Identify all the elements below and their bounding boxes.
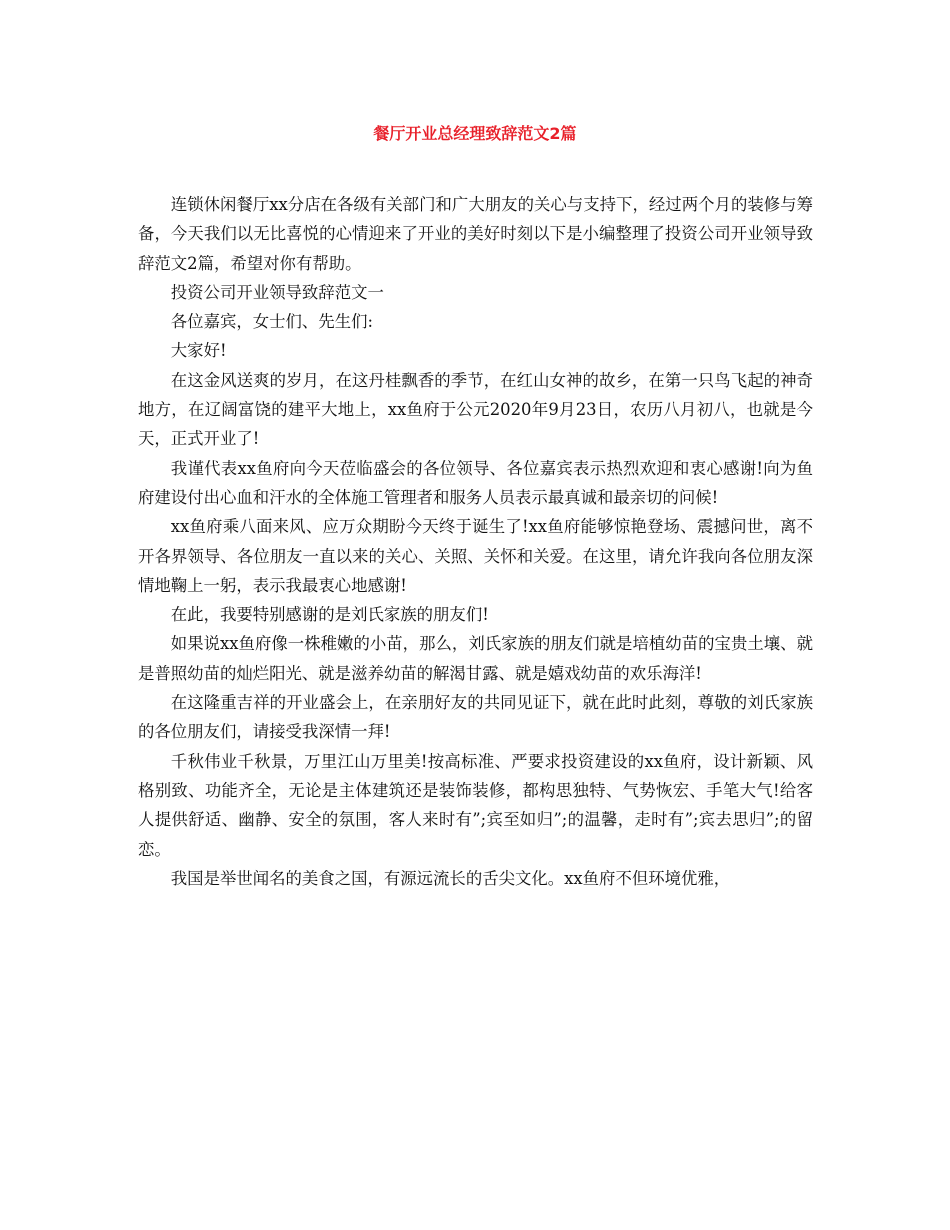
body-paragraph: 在这隆重吉祥的开业盛会上，在亲朋好友的共同见证下，就在此时此刻，尊敬的刘氏家族的各位朋友们，请接受我深情一拜! bbox=[138, 693, 813, 742]
body-paragraph: 我国是举世闻名的美食之国，有源远流长的舌尖文化。xx鱼府不但环境优雅， bbox=[170, 868, 731, 888]
intro-paragraph: 连锁休闲餐厅xx分店在各级有关部门和广大朋友的关心与支持下，经过两个月的装修与筹备，今天我们以无比喜悦的心情迎来了开业的美好时刻以下是小编整理了投资公司开业领导致辞范文2篇，希望对你有帮助。 bbox=[138, 195, 813, 273]
salutation: 各位嘉宾，女士们、先生们: bbox=[170, 312, 374, 332]
document-title: 餐厅开业总经理致辞范文2篇 bbox=[373, 124, 577, 143]
body-paragraph: 千秋伟业千秋景，万里江山万里美!按高标准、严要求投资建设的xx鱼府，设计新颖、风格别致、功能齐全，无论是主体建筑还是装饰装修，都构思独特、气势恢宏、手笔大气!给客人提供舒适、幽静、安全的氛围，客人来时有”;宾至如归”;的温馨，走时有”;宾去思归”;的留恋。 bbox=[138, 751, 813, 859]
section-heading: 投资公司开业领导致辞范文一 bbox=[170, 282, 384, 302]
greeting: 大家好! bbox=[170, 341, 227, 361]
document-body bbox=[138, 190, 813, 893]
body-paragraph: 我谨代表xx鱼府向今天莅临盛会的各位领导、各位嘉宾表示热烈欢迎和衷心感谢!向为鱼府建设付出心血和汗水的全体施工管理者和服务人员表示最真诚和最亲切的问候! bbox=[138, 458, 813, 507]
body-paragraph: 如果说xx鱼府像一株稚嫩的小苗，那么，刘氏家族的朋友们就是培植幼苗的宝贵土壤、就是普照幼苗的灿烂阳光、就是滋养幼苗的解渴甘露、就是嬉戏幼苗的欢乐海洋! bbox=[138, 634, 813, 683]
body-paragraph: 在此，我要特别感谢的是刘氏家族的朋友们! bbox=[170, 605, 489, 625]
body-paragraph: xx鱼府乘八面来风、应万众期盼今天终于诞生了!xx鱼府能够惊艳登场、震撼问世，离不开各界领导、各位朋友一直以来的关心、关照、关怀和关爱。在这里，请允许我向各位朋友深情地鞠上一躬，表示我最衷心地感谢! bbox=[138, 517, 813, 595]
body-paragraph: 在这金风送爽的岁月，在这丹桂飘香的季节，在红山女神的故乡，在第一只鸟飞起的神奇地方，在辽阔富饶的建平大地上，xx鱼府于公元2020年9月23日，农历八月初八，也就是今天，正式开业了! bbox=[138, 370, 813, 449]
